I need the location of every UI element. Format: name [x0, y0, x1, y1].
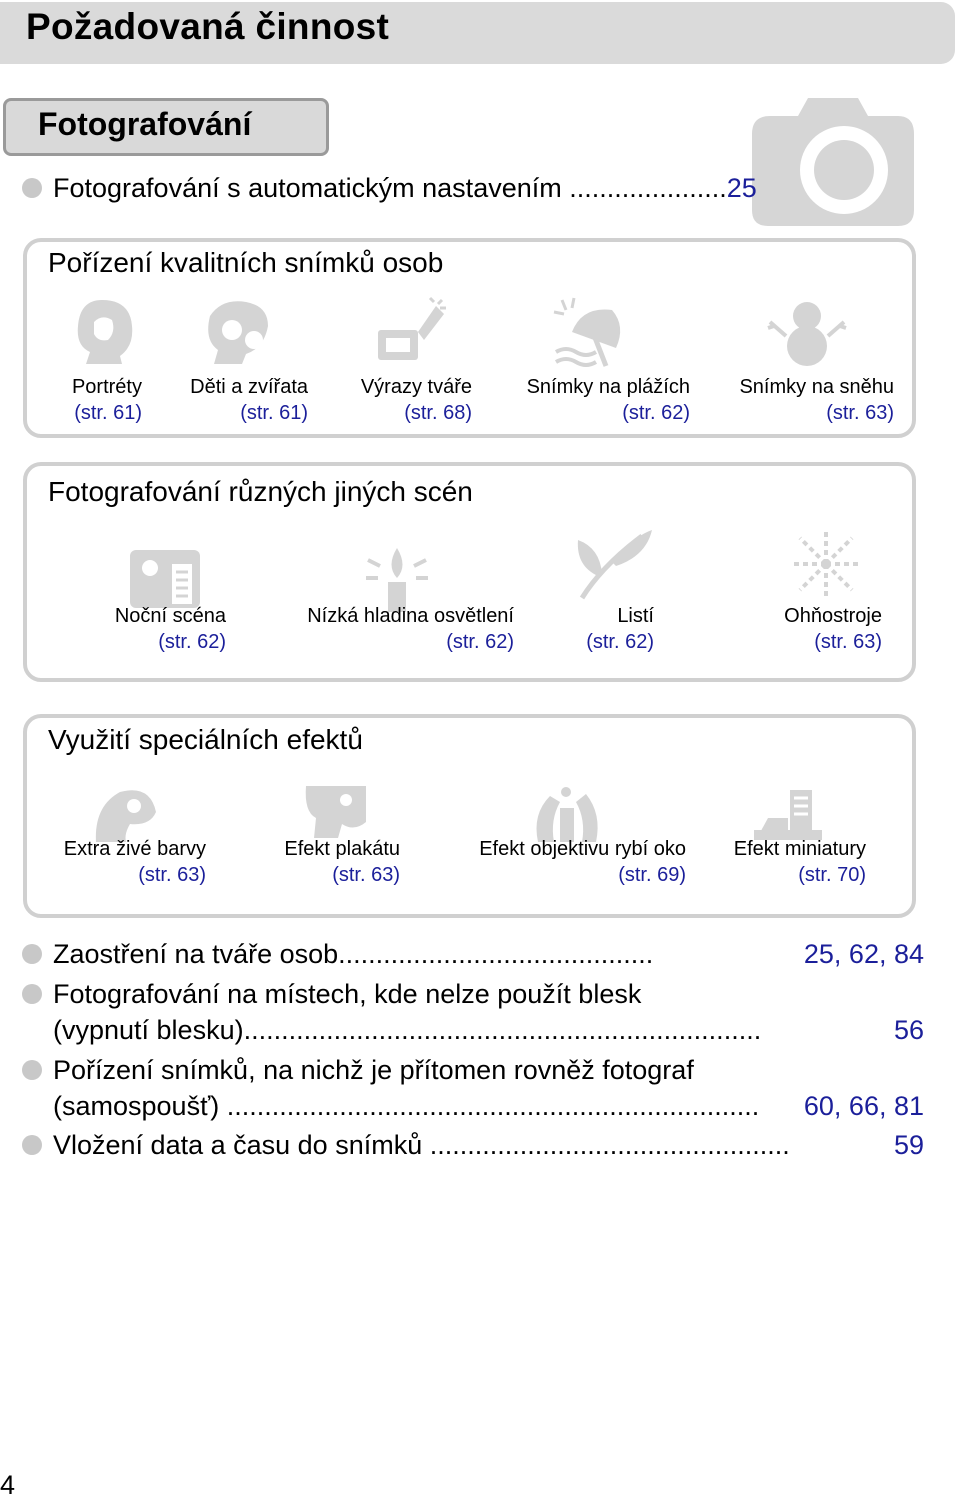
page-ref[interactable]: (str. 63)	[138, 864, 206, 886]
scene-miniature[interactable]	[712, 836, 866, 888]
scene-poster-effect[interactable]	[262, 836, 400, 888]
leader-dots: ................................................	[422, 1130, 790, 1160]
scene-label: Děti a zvířata	[190, 376, 308, 398]
page-ref[interactable]: 25, 62, 84	[803, 939, 924, 969]
item-text: Vložení data a času do snímků	[53, 1130, 423, 1160]
page-ref[interactable]: 25	[726, 173, 757, 203]
bullet-dot	[22, 1060, 42, 1080]
scene-fireworks[interactable]	[762, 603, 882, 655]
scene-night[interactable]	[96, 603, 226, 655]
page-ref[interactable]: (str. 62)	[446, 631, 514, 653]
page-ref[interactable]: (str. 61)	[240, 402, 308, 424]
scene-beach[interactable]	[500, 374, 690, 426]
leader-dots: ..........................................	[338, 939, 654, 969]
page-ref[interactable]: (str. 62)	[622, 402, 690, 424]
scene-label: Efekt objektivu rybí oko	[479, 838, 686, 860]
foliage-icon	[572, 526, 654, 600]
scene-low-light[interactable]	[272, 603, 514, 655]
scene-label: Portréty	[71, 376, 142, 398]
item-text: Zaostření na tváře osob	[53, 939, 339, 969]
page-ref[interactable]: (str. 70)	[798, 864, 866, 886]
fireworks-icon	[788, 528, 864, 600]
poster-effect-icon	[302, 782, 370, 840]
scene-snow[interactable]	[714, 374, 894, 426]
scene-fisheye[interactable]	[446, 836, 686, 888]
scene-kids-pets[interactable]	[172, 374, 308, 426]
scene-label: Efekt plakátu	[284, 838, 400, 860]
item-text-continued: (vypnutí blesku)	[53, 1015, 244, 1045]
scene-vivid-color[interactable]	[40, 836, 206, 888]
page-number: 4	[0, 1470, 16, 1500]
panel-title: Pořízení kvalitních snímků osob	[48, 247, 444, 278]
leader-dots: .......................................................................	[219, 1091, 760, 1121]
page-ref[interactable]: (str. 62)	[158, 631, 226, 653]
list-item-flash-off[interactable]	[22, 976, 942, 1048]
list-item-date-stamp[interactable]	[22, 1127, 942, 1163]
page-ref[interactable]: (str. 69)	[618, 864, 686, 886]
panel-title: Využití speciálních efektů	[48, 724, 363, 755]
page-ref[interactable]: (str. 62)	[586, 631, 654, 653]
list-item-self-timer[interactable]	[22, 1052, 942, 1124]
miniature-icon	[752, 786, 824, 842]
section-title: Fotografování	[38, 106, 252, 142]
scene-portraits[interactable]	[60, 374, 142, 426]
page-ref[interactable]: (str. 61)	[74, 402, 142, 424]
bullet-dot	[22, 1135, 42, 1155]
kids-pets-icon	[202, 296, 274, 366]
item-text: Fotografování na místech, kde nelze použít blesk	[53, 979, 642, 1009]
scene-label: Snímky na sněhu	[739, 376, 894, 398]
page-ref[interactable]: (str. 63)	[826, 402, 894, 424]
page-title: Požadovaná činnost	[26, 6, 390, 47]
scene-label: Noční scéna	[114, 605, 226, 627]
scene-label: Efekt miniatury	[733, 838, 866, 860]
scene-foliage[interactable]	[574, 603, 654, 655]
bullet-dot	[22, 944, 42, 964]
scene-label: Extra živé barvy	[63, 838, 206, 860]
beach-icon	[552, 296, 632, 368]
bullet-dot	[22, 178, 42, 198]
scene-label: Výrazy tváře	[360, 376, 472, 398]
item-text: Pořízení snímků, na nichž je přítomen rovněž fotograf	[53, 1055, 694, 1085]
page-ref[interactable]: (str. 68)	[404, 402, 472, 424]
panel-title: Fotografování různých jiných scén	[48, 476, 473, 507]
page-ref[interactable]: 59	[893, 1130, 924, 1160]
face-expression-icon	[372, 296, 448, 366]
scene-label: Snímky na plážích	[526, 376, 690, 398]
portrait-icon	[72, 296, 138, 366]
page-ref[interactable]: 60, 66, 81	[803, 1091, 924, 1121]
item-text-continued: (samospoušť)	[53, 1091, 220, 1121]
scene-label: Ohňostroje	[784, 605, 882, 627]
leader-dots: .....................................................................	[243, 1015, 762, 1045]
page-ref[interactable]: (str. 63)	[332, 864, 400, 886]
scene-face-expressions[interactable]	[344, 374, 472, 426]
list-item-face-focus[interactable]	[22, 936, 942, 972]
page-ref[interactable]: (str. 63)	[814, 631, 882, 653]
fisheye-icon	[530, 784, 604, 844]
bullet-dot	[22, 984, 42, 1004]
item-text: Fotografování s automatickým nastavením	[53, 173, 562, 203]
leader-dots: .....................	[561, 173, 727, 203]
camera-icon	[748, 94, 918, 228]
scene-label: Listí	[617, 605, 654, 627]
page-ref[interactable]: 56	[893, 1015, 924, 1045]
snow-icon	[766, 296, 848, 368]
list-item-auto[interactable]	[22, 170, 942, 206]
scene-label: Nízká hladina osvětlení	[307, 605, 514, 627]
